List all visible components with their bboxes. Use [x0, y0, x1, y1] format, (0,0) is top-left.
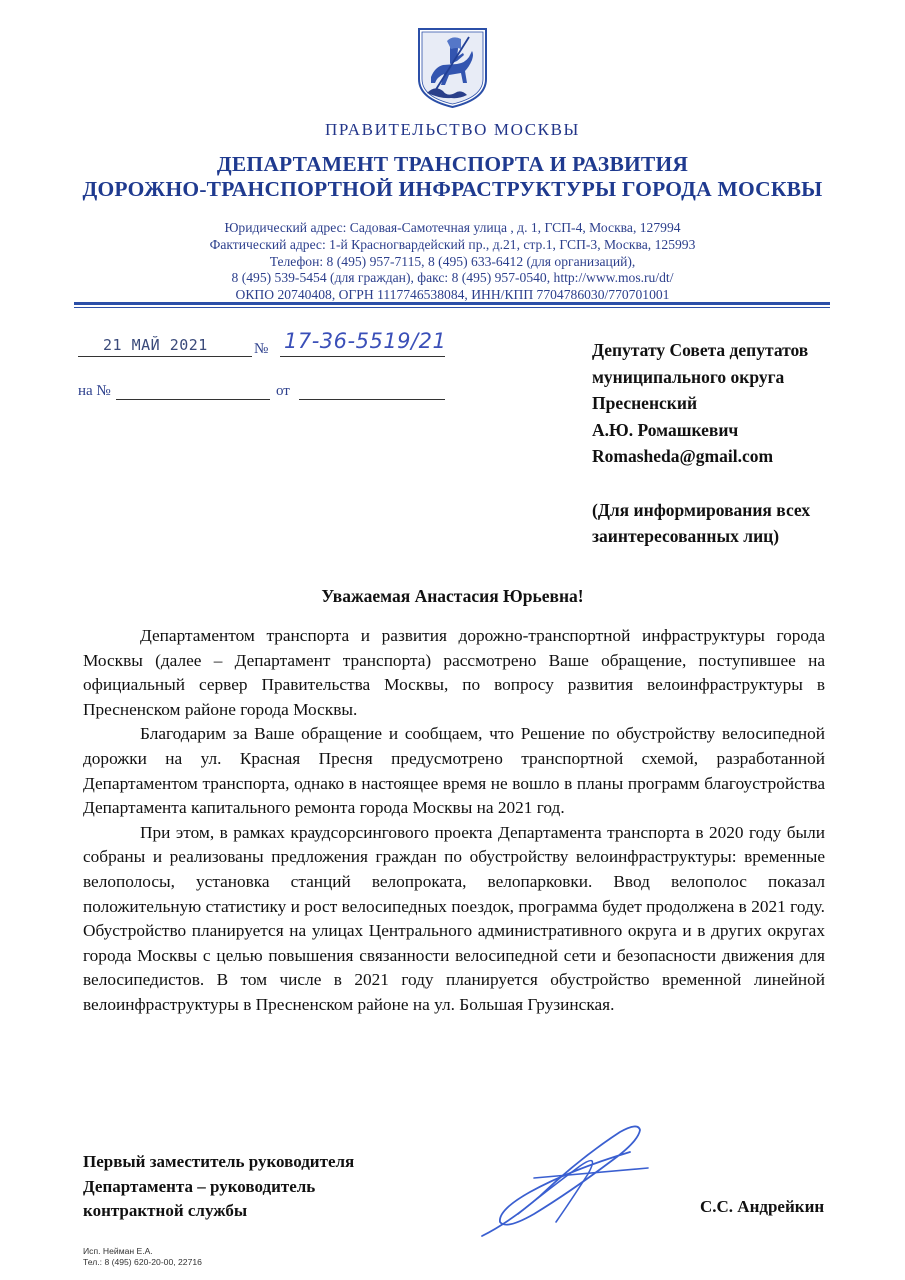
header-divider [74, 302, 830, 305]
recipient-line: Пресненский [592, 393, 698, 413]
executor-name: Исп. Нейман Е.А. [83, 1246, 153, 1256]
recipient-line: Депутату Совета депутатов [592, 340, 809, 360]
registration-codes: ОКПО 20740408, ОГРН 1117746538084, ИНН/КПП 7704786030/770701001 [235, 287, 670, 303]
recipient-line: муниципального округа [592, 366, 785, 387]
signer-position-line: Первый заместитель руководителя [83, 1152, 355, 1171]
reply-to-number-line [116, 399, 270, 400]
handwritten-signature-icon [470, 1118, 660, 1248]
department-address-block [0, 220, 905, 304]
government-name: ПРАВИТЕЛЬСТВО МОСКВЫ [325, 120, 580, 139]
reply-to-label: на № [78, 383, 111, 399]
legal-address: Юридический адрес: Садовая-Самотечная улица , д. 1, ГСП-4, Москва, 127994 [224, 220, 681, 235]
department-name-line-1: ДЕПАРТАМЕНТ ТРАНСПОРТА И РАЗВИТИЯ [216, 152, 689, 176]
moscow-coat-of-arms-icon [417, 27, 488, 109]
reply-to-date-label: от [276, 383, 290, 399]
signer-name: С.С. Андрейкин [700, 1197, 825, 1216]
recipient-note: заинтересованных лиц) [592, 526, 780, 546]
phone-line: Телефон: 8 (495) 957-7115, 8 (495) 633-6412 (для организаций), [269, 253, 636, 269]
letter-paragraph: При этом, в рамках краудсорсингового проекта Департамента транспорта в 2020 году были собраны и реализованы предложения граждан по обустройству велоинфраструктуры: временные велополосы, установка станций велопроката, велопарковки. Ввод велополос показал положительную статистику и рост велосипедных поездок, программа будет продолжена в 2021 году. Обустройство планируется на улицах Центрального административного округа и в других округах города Москвы с целью повышения связанности велосипедной сети и безопасности движения для велосипедистов. В том числе в 2021 году планируется обустройство временной линейной велоинфраструктуры в Пресненском районе на ул. Большая Грузинская. [83, 822, 825, 1014]
recipient-email: Romasheda@gmail.com [592, 446, 774, 466]
signer-position [83, 1150, 354, 1224]
actual-address: Фактический адрес: 1-й Красногвардейский пр., д.21, стр.1, ГСП-3, Москва, 125993 [209, 236, 696, 252]
executor-phone: Тел.: 8 (495) 620-20-00, 22716 [83, 1256, 202, 1267]
signer-position-line: контрактной службы [83, 1201, 248, 1220]
recipient-name: А.Ю. Ромашкевич [592, 419, 739, 440]
outgoing-date-stamp: 21 МАЙ 2021 [103, 336, 208, 354]
recipient-block [592, 337, 892, 550]
executor-info [83, 1246, 202, 1267]
salutation: Уважаемая Анастасия Юрьевна! [321, 586, 584, 606]
phone-fax-website-line: 8 (495) 539-5454 (для граждан), факс: 8 (495) 957-0540, http://www.mos.ru/dt/ [231, 270, 674, 286]
letter-body [83, 624, 825, 1018]
reply-to-date-line [299, 399, 445, 400]
outgoing-number-line [280, 356, 445, 357]
signer-position-line: Департамента – руководитель [83, 1176, 316, 1196]
recipient-note: (Для информирования всех [592, 499, 811, 520]
outgoing-number-label: № [254, 341, 269, 357]
header-divider-thin [74, 307, 830, 308]
department-name-line-2: ДОРОЖНО-ТРАНСПОРТНОЙ ИНФРАСТРУКТУРЫ ГОРОДА МОСКВЫ [82, 177, 823, 201]
letter-paragraph: Департаментом транспорта и развития дорожно-транспортной инфраструктуры города Москвы (далее – Департамент транспорта) рассмотрено Ваше обращение, поступившее на официальный сервер Правительства Москвы, по вопросу развития велоинфраструктуры в Пресненском районе города Москвы. [83, 626, 825, 719]
outgoing-number-handwritten: 17-36-5519/21 [284, 329, 447, 353]
outgoing-date-line [78, 356, 252, 357]
letter-paragraph: Благодарим за Ваше обращение и сообщаем, что Решение по обустройству велосипедной дорожки на ул. Красная Пресня предусмотрено транспортной схемой, разработанной Департаментом транспорта, однако в настоящее время не вошло в планы программ благоустройства Департамента капитального ремонта города Москвы на 2021 год. [83, 724, 825, 818]
